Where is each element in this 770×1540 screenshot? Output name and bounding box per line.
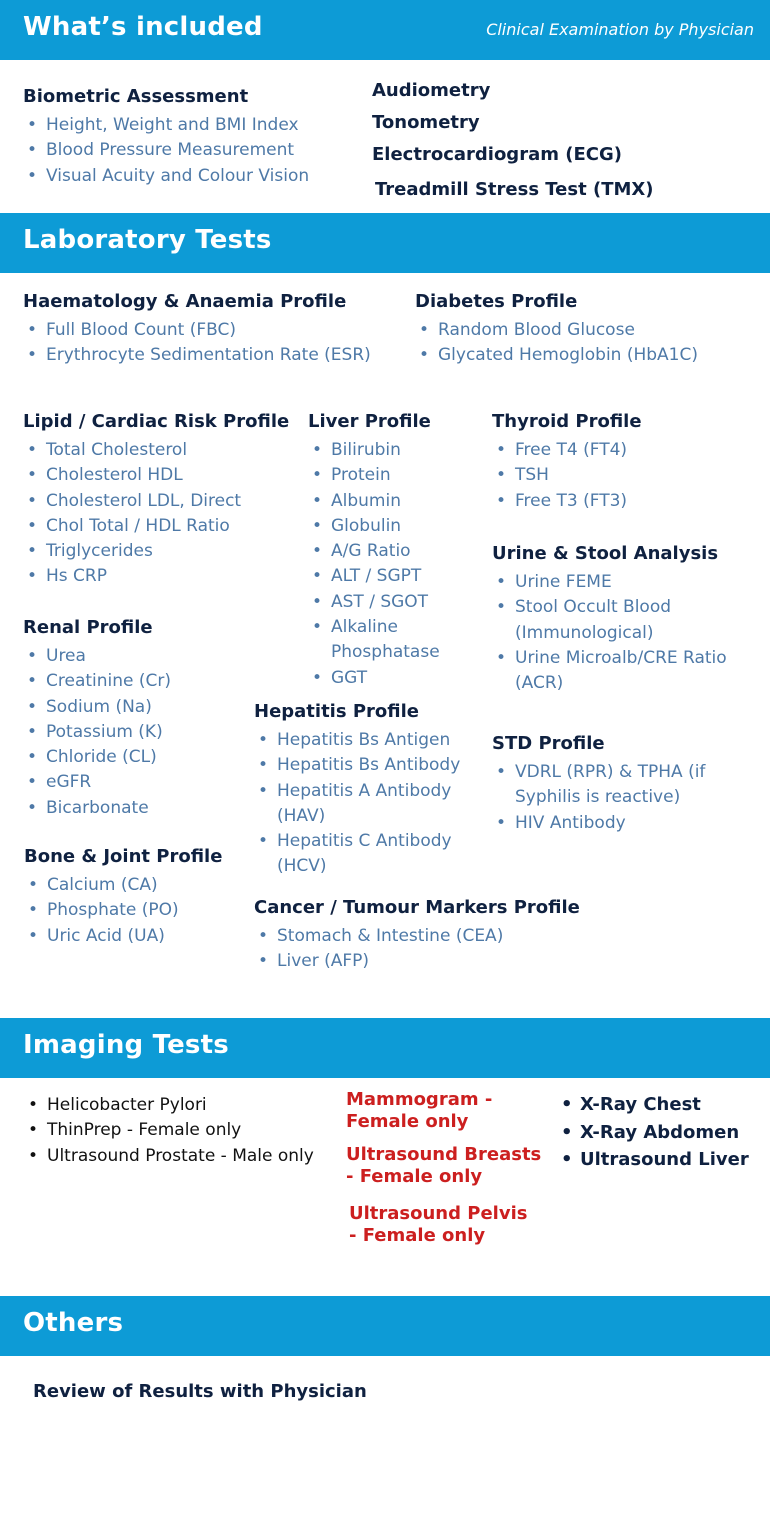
list-item: • Phosphate (PO) xyxy=(24,898,222,923)
imaging-col1 xyxy=(24,1093,314,1169)
list-item: • Cholesterol LDL, Direct xyxy=(23,489,293,514)
list-item: • HIV Antibody xyxy=(492,811,724,836)
lab-header-band xyxy=(0,213,770,273)
test-tonometry: Tonometry xyxy=(372,112,480,133)
list-item: • Chloride (CL) xyxy=(23,745,171,770)
test-audiometry: Audiometry xyxy=(372,80,491,101)
others-header-band xyxy=(0,1296,770,1356)
list-item: • Hepatitis Bs Antibody xyxy=(254,753,479,778)
urine-heading: Urine & Stool Analysis xyxy=(492,543,719,564)
cancer-heading: Cancer / Tumour Markers Profile xyxy=(254,897,580,918)
thyroid-heading: Thyroid Profile xyxy=(492,411,642,432)
list-item: • AST / SGOT xyxy=(308,590,483,615)
hepatitis-section xyxy=(254,701,479,880)
renal-heading: Renal Profile xyxy=(23,617,153,638)
lab-title: Laboratory Tests xyxy=(23,225,272,255)
test-ecg: Electrocardiogram (ECG) xyxy=(372,144,622,165)
list-item: • Full Blood Count (FBC) xyxy=(23,318,371,343)
imaging-mammogram: Mammogram - Female only xyxy=(346,1089,493,1132)
list-item-male: • Ultrasound Prostate - Male only xyxy=(24,1144,314,1169)
diabetes-heading: Diabetes Profile xyxy=(415,291,578,312)
list-item: • Bicarbonate xyxy=(23,796,171,821)
list-item: • Triglycerides xyxy=(23,539,293,564)
list-item: • Chol Total / HDL Ratio xyxy=(23,514,293,539)
list-item: • Urine Microalb/CRE Ratio (ACR) xyxy=(492,646,750,697)
list-item: • Hepatitis C Antibody (HCV) xyxy=(254,829,479,880)
list-item: • TSH xyxy=(492,463,752,488)
list-item: • Hs CRP xyxy=(23,564,293,589)
list-item: • eGFR xyxy=(23,770,171,795)
others-review: Review of Results with Physician xyxy=(33,1381,367,1402)
list-item: • X-Ray Abdomen xyxy=(557,1119,749,1147)
list-item: • Sodium (Na) xyxy=(23,695,171,720)
haematology-heading: Haematology & Anaemia Profile xyxy=(23,291,347,312)
thyroid-section xyxy=(492,411,752,514)
list-item: • Uric Acid (UA) xyxy=(24,924,222,949)
list-item: • Liver (AFP) xyxy=(254,949,580,974)
list-item: • Calcium (CA) xyxy=(24,873,222,898)
list-item: • Urea xyxy=(23,644,171,669)
std-heading: STD Profile xyxy=(492,733,605,754)
test-treadmill: Treadmill Stress Test (TMX) xyxy=(375,179,654,200)
renal-section xyxy=(23,617,171,821)
list-item: • Hepatitis A Antibody (HAV) xyxy=(254,779,479,830)
biometric-list xyxy=(23,113,309,189)
list-item: • ALT / SGPT xyxy=(308,564,483,589)
list-item: • Visual Acuity and Colour Vision xyxy=(23,164,309,189)
diabetes-section xyxy=(415,291,698,369)
included-title: What’s included xyxy=(23,12,263,42)
bone-heading: Bone & Joint Profile xyxy=(24,846,223,867)
list-item: • Creatinine (Cr) xyxy=(23,669,171,694)
list-item: • Free T4 (FT4) xyxy=(492,438,752,463)
imaging-us-pelvis: Ultrasound Pelvis - Female only xyxy=(349,1203,528,1246)
imaging-col3 xyxy=(557,1091,749,1174)
liver-heading: Liver Profile xyxy=(308,411,431,432)
list-item: • Ultrasound Liver xyxy=(557,1146,749,1174)
std-section xyxy=(492,733,724,836)
list-item: • Globulin xyxy=(308,514,483,539)
hepatitis-heading: Hepatitis Profile xyxy=(254,701,419,722)
imaging-us-breasts: Ultrasound Breasts - Female only xyxy=(346,1144,542,1187)
lipid-section xyxy=(23,411,293,590)
liver-section xyxy=(308,411,483,691)
included-header-band xyxy=(0,0,770,60)
list-item: • Erythrocyte Sedimentation Rate (ESR) xyxy=(23,343,371,368)
list-item: • GGT xyxy=(308,666,483,691)
list-item: • X-Ray Chest xyxy=(557,1091,749,1119)
list-item: • Stool Occult Blood (Immunological) xyxy=(492,595,750,646)
list-item: • Glycated Hemoglobin (HbA1C) xyxy=(415,343,698,368)
bone-section xyxy=(24,846,222,949)
list-item: • Stomach & Intestine (CEA) xyxy=(254,924,580,949)
list-item: • VDRL (RPR) & TPHA (if Syphilis is reactive) xyxy=(492,760,724,811)
list-item: • Hepatitis Bs Antigen xyxy=(254,728,479,753)
list-item: • Alkaline Phosphatase xyxy=(308,615,483,666)
cancer-section xyxy=(254,897,580,975)
list-item: • A/G Ratio xyxy=(308,539,483,564)
others-title: Others xyxy=(23,1308,124,1338)
urine-section xyxy=(492,543,750,696)
list-item: • Total Cholesterol xyxy=(23,438,293,463)
biometric-section xyxy=(23,86,309,189)
list-item: • Potassium (K) xyxy=(23,720,171,745)
haematology-section xyxy=(23,291,371,369)
list-item: • Protein xyxy=(308,463,483,488)
list-item: • Albumin xyxy=(308,489,483,514)
list-item-female: • ThinPrep - Female only xyxy=(24,1118,314,1143)
lipid-heading: Lipid / Cardiac Risk Profile xyxy=(23,411,290,432)
list-item: • Blood Pressure Measurement xyxy=(23,138,309,163)
biometric-heading: Biometric Assessment xyxy=(23,86,249,107)
list-item: • Bilirubin xyxy=(308,438,483,463)
included-subtitle: Clinical Examination by Physician xyxy=(486,20,754,39)
list-item: • Cholesterol HDL xyxy=(23,463,293,488)
list-item: • Free T3 (FT3) xyxy=(492,489,752,514)
list-item: • Height, Weight and BMI Index xyxy=(23,113,309,138)
list-item: • Random Blood Glucose xyxy=(415,318,698,343)
list-item: • Urine FEME xyxy=(492,570,750,595)
list-item: • Helicobacter Pylori xyxy=(24,1093,314,1118)
imaging-header-band xyxy=(0,1018,770,1078)
imaging-title: Imaging Tests xyxy=(23,1030,229,1060)
